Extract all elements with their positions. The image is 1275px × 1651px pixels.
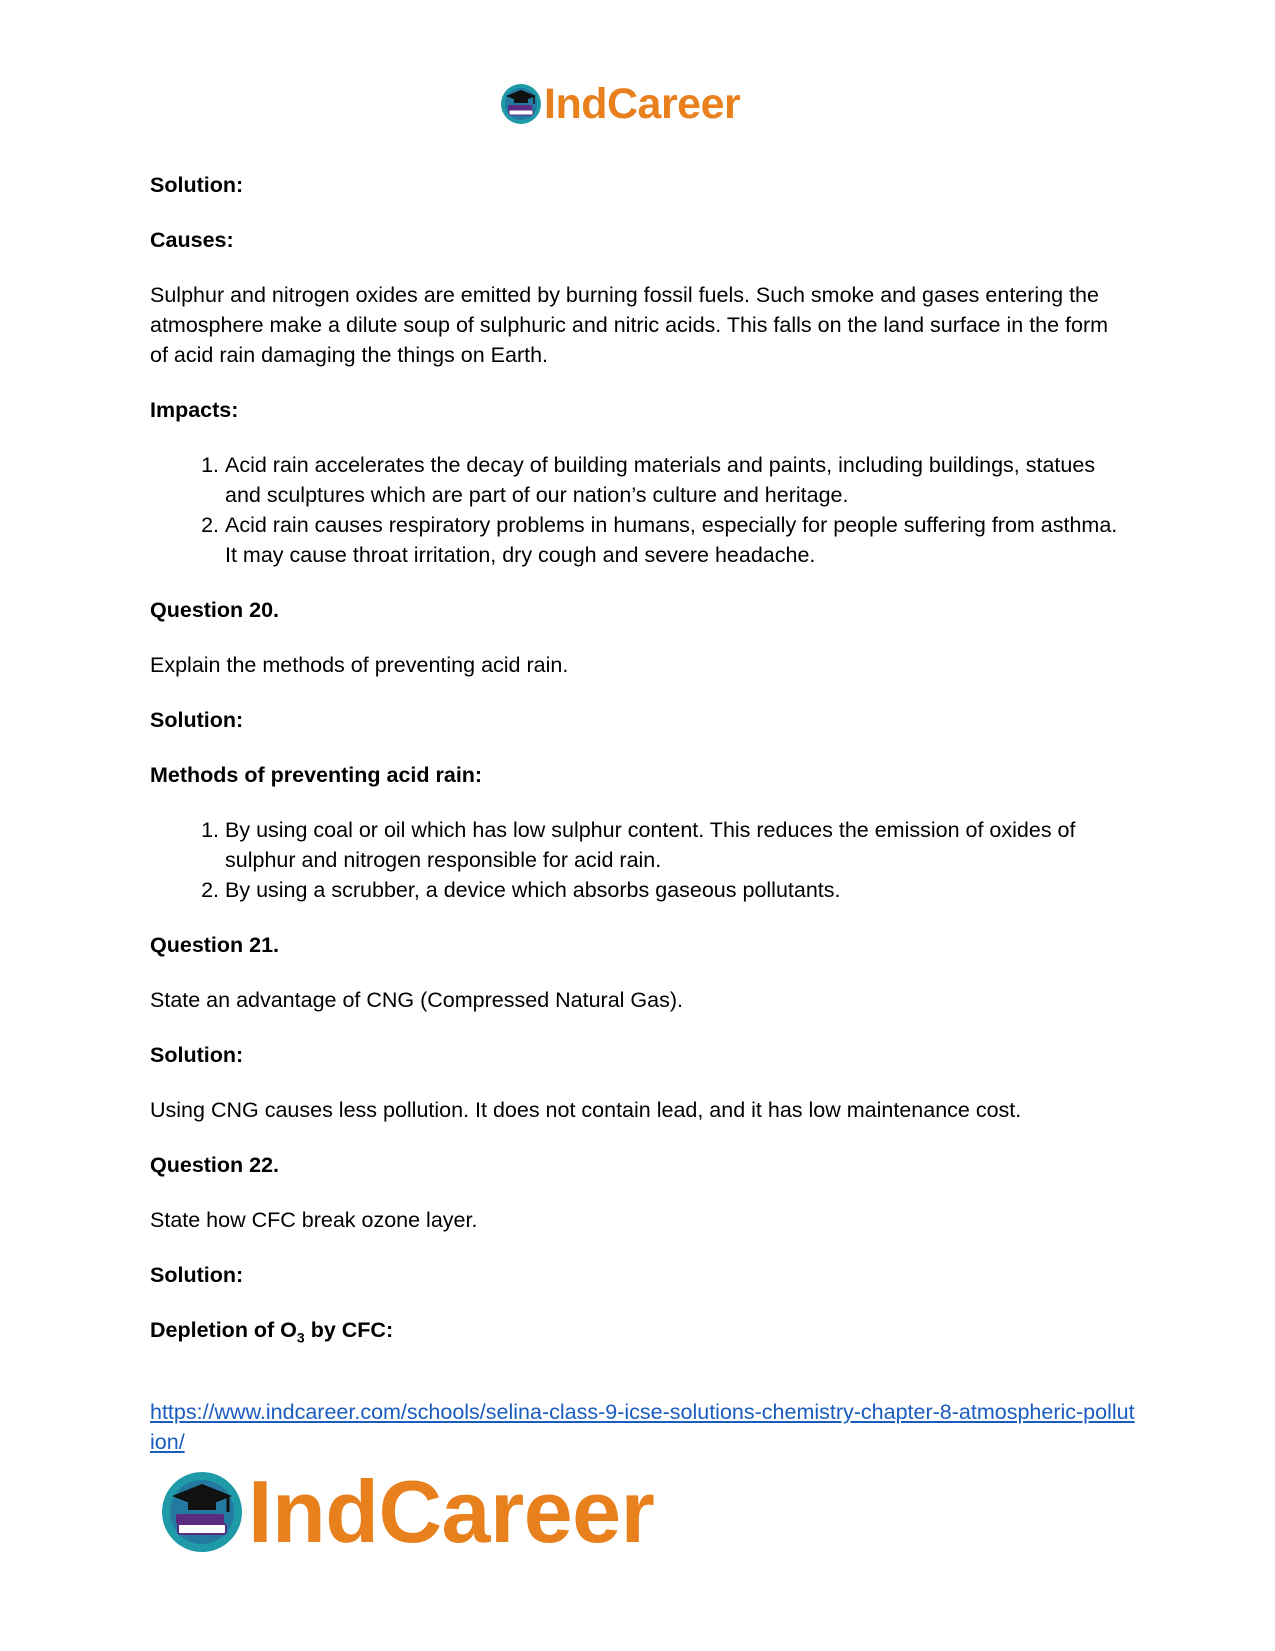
question-22-label: Question 22.	[150, 1153, 280, 1177]
header-logo-text: IndCareer	[544, 79, 741, 128]
question-21-text: State an advantage of CNG (Compressed Natural Gas).	[150, 988, 683, 1012]
list-item: 1. By using coal or oil which has low sulphur content. This reduces the emission of oxides of sulphur and nitrogen responsible for acid rain.	[225, 815, 1130, 875]
header-logo	[500, 78, 780, 130]
solution-label: Solution:	[150, 708, 244, 732]
depletion-suffix: by CFC:	[304, 1318, 394, 1342]
question-21-label: Question 21.	[150, 933, 280, 957]
causes-heading: Causes:	[150, 228, 234, 252]
question-21-answer: Using CNG causes less pollution. It does not contain lead, and it has low maintenance cost.	[150, 1098, 1022, 1122]
list-item: 2. By using a scrubber, a device which absorbs gaseous pollutants.	[225, 875, 1130, 905]
solution-label: Solution:	[150, 1263, 244, 1287]
question-20-label: Question 20.	[150, 598, 280, 622]
solution-label: Solution:	[150, 173, 244, 197]
footer-logo-text: IndCareer	[248, 1462, 655, 1561]
document-content	[150, 170, 1130, 1370]
list-item: 1. Acid rain accelerates the decay of building materials and paints, including buildings, statues and sculptures which are part of our nation’s culture and heritage.	[225, 450, 1130, 510]
footer-logo	[160, 1462, 720, 1561]
question-22-text: State how CFC break ozone layer.	[150, 1208, 478, 1232]
impacts-heading: Impacts:	[150, 398, 239, 422]
depletion-subscript: 3	[296, 1329, 305, 1346]
graduation-cap-books-icon	[500, 83, 542, 125]
question-20-text: Explain the methods of preventing acid rain.	[150, 653, 569, 677]
list-item: 2. Acid rain causes respiratory problems in humans, especially for people suffering from asthma. It may cause throat irritation, dry cough and severe headache.	[225, 510, 1130, 570]
impacts-list	[150, 450, 1130, 570]
graduation-cap-books-icon	[160, 1470, 244, 1554]
source-link[interactable]: https://www.indcareer.com/schools/selina-class-9-icse-solutions-chemistry-chapter-8-atmospheric-pollution/	[150, 1400, 1135, 1454]
depletion-heading	[150, 1315, 1130, 1345]
causes-paragraph: Sulphur and nitrogen oxides are emitted by burning fossil fuels. Such smoke and gases entering the atmosphere make a dilute soup of sulphuric and nitric acids. This falls on the land surface in the form of acid rain damaging the things on Earth.	[150, 283, 1109, 367]
methods-list	[150, 815, 1130, 905]
solution-label: Solution:	[150, 1043, 244, 1067]
methods-heading: Methods of preventing acid rain:	[150, 763, 483, 787]
depletion-prefix: Depletion of O	[150, 1318, 297, 1342]
